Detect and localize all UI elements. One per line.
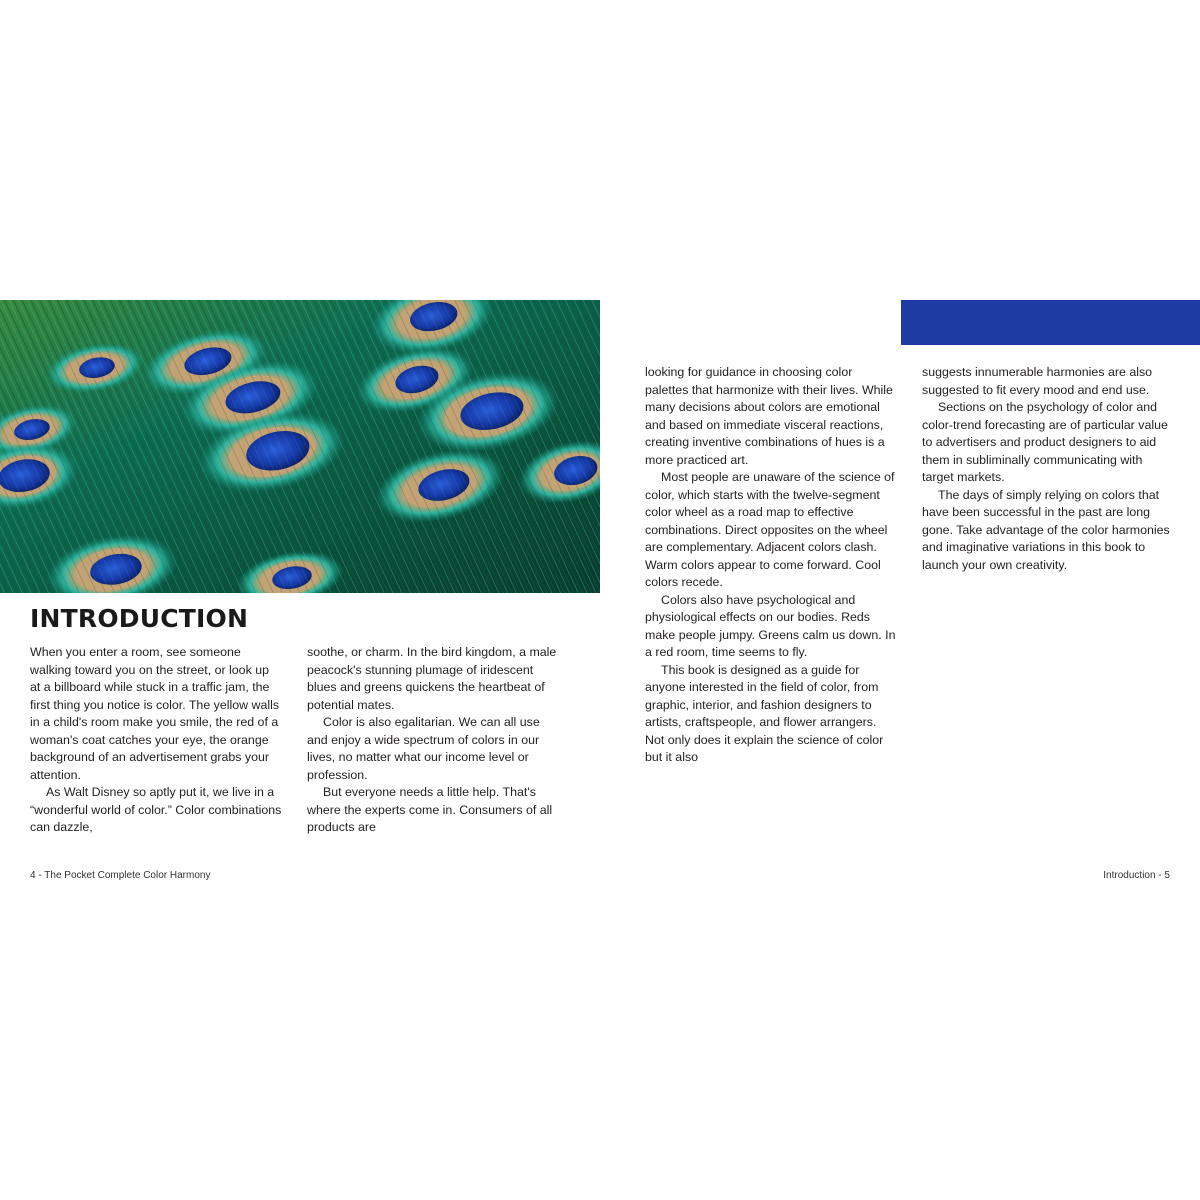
- paragraph: soothe, or charm. In the bird kingdom, a male peacock's stunning plumage of iridescent blues and greens quickens the heartbeat of potential mates.: [307, 645, 557, 712]
- text-column-1: [30, 644, 282, 837]
- paragraph: As Walt Disney so aptly put it, we live in a “wonderful world of color.” Color combinations can dazzle,: [30, 785, 282, 834]
- paragraph: Sections on the psychology of color and color-trend forecasting are of particular value to advertisers and product designers to aid them in subliminally communicating with target markets.: [922, 400, 1168, 484]
- page-footer-right: Introduction - 5: [1103, 870, 1170, 881]
- text-column-2: [307, 644, 559, 837]
- text-column-4: [922, 364, 1174, 574]
- page-title: INTRODUCTION: [30, 604, 249, 633]
- paragraph: Colors also have psychological and physiological effects on our bodies. Reds make people jumpy. Greens calm us down. In a red room, time seems to fly.: [645, 592, 896, 659]
- peacock-feathers-photo: [0, 300, 600, 593]
- paragraph: Color is also egalitarian. We can all use and enjoy a wide spectrum of colors in our lives, no matter what our income level or profession.: [307, 715, 540, 782]
- paragraph: looking for guidance in choosing color palettes that harmonize with their lives. While many decisions about colors are emotional and based on immediate visceral reactions, creating inventive combinations of hues is a more practiced art.: [645, 365, 893, 467]
- paragraph: When you enter a room, see someone walking toward you on the street, or look up at a billboard while stuck in a traffic jam, the first thing you notice is color. The yellow walls in a child's room make you smile, the red of a woman's coat catches your eye, the orange background of an advertisement grabs your attention.: [30, 645, 280, 782]
- paragraph: But everyone needs a little help. That's where the experts come in. Consumers of all products are: [307, 785, 553, 834]
- page-footer-left: 4 - The Pocket Complete Color Harmony: [30, 870, 211, 881]
- paragraph: suggests innumerable harmonies are also suggested to fit every mood and end use.: [922, 365, 1153, 397]
- text-column-3: [645, 364, 897, 767]
- peacock-feathers-image: [0, 300, 600, 593]
- accent-bar: [901, 300, 1200, 345]
- paragraph: The days of simply relying on colors that have been successful in the past are long gone. Take advantage of the color harmonies and imaginative variations in this book to launch your own creativity.: [922, 487, 1170, 572]
- paragraph: Most people are unaware of the science of color, which starts with the twelve-segment color wheel as a road map to effective combinations. Direct opposites on the wheel are complementary. Adjacent colors clash. Warm colors appear to come forward. Cool colors recede.: [645, 470, 895, 589]
- paragraph: This book is designed as a guide for anyone interested in the field of color, from graphic, interior, and fashion designers to artists, craftspeople, and flower arrangers. Not only does it explain the science of color but it also: [645, 662, 884, 764]
